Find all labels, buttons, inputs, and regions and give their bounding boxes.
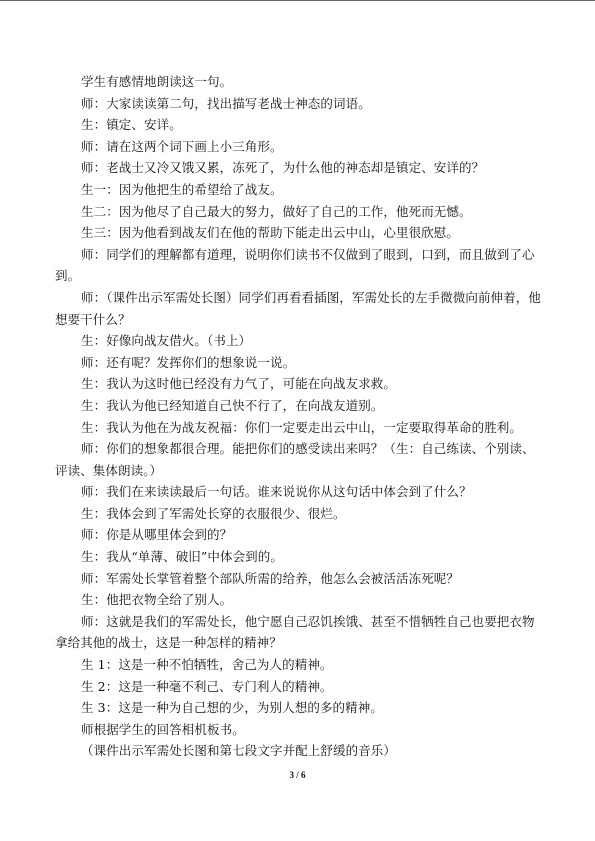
paragraph: 师：你是从哪里体会到的？ <box>81 527 233 543</box>
paragraph: 生 1：这是一种不怕牺牲，舍己为人的精神。 <box>81 657 333 673</box>
paragraph: 师：老战士又冷又饿又累，冻死了，为什么他的神态却是镇定、安详的？ <box>81 160 485 176</box>
paragraph: 师：同学们的理解都有道理，说明你们读书不仅做到了眼到，口到，而且做到了心到。 <box>55 246 535 284</box>
paragraph: 学生有感情地朗读这一句。 <box>81 74 233 89</box>
document-body <box>55 71 542 762</box>
paragraph: 生三：因为他看到战友们在他的帮助下能走出云中山，心里很欣慰。 <box>81 225 460 241</box>
paragraph: 生 2：这是一种毫不利己、专门利人的精神。 <box>81 678 333 694</box>
paragraph: 生 3：这是一种为自己想的少，为别人想的多的精神。 <box>81 700 383 716</box>
paragraph: 生：我从“单薄、破旧”中体会到的。 <box>81 549 283 565</box>
paragraph: 生二：因为他尽了自己最大的努力，做好了自己的工作，他死而无憾。 <box>81 203 472 219</box>
paragraph: （课件出示军需处长图和第七段文字并配上舒缓的音乐） <box>81 743 397 759</box>
page-number: 3 / 6 <box>289 770 306 780</box>
paragraph: 师：军需处长掌管着整个部队所需的给养，他怎么会被活活冻死呢？ <box>81 570 460 586</box>
paragraph: 生：镇定、安详。 <box>81 117 182 133</box>
paragraph: 师：请在这两个词下画上小三角形。 <box>81 138 283 154</box>
header-rule <box>0 0 595 1</box>
paragraph: 生一：因为他把生的希望给了战友。 <box>81 181 283 197</box>
paragraph: 师：我们在来读读最后一句话。谁来说说你从这句话中体会到了什么？ <box>81 484 472 500</box>
paragraph: 生：好像向战友借火。（书上） <box>81 333 252 349</box>
paragraph: 师：这就是我们的军需处长，他宁愿自己忍饥挨饿、甚至不惜牺牲自己也要把衣物拿给其他的战士，这是一种怎样的精神？ <box>55 613 535 651</box>
paragraph: 师根据学生的回答相机板书。 <box>81 721 245 737</box>
paragraph: 生：我认为这时他已经没有力气了，可能在向战友求救。 <box>81 376 397 392</box>
paragraph: 师：你们的想象都很合理。能把你们的感受读出来吗？（生：自己练读、个别读、评读、集体朗读。） <box>55 441 535 478</box>
paragraph: 生：他把衣物全给了别人。 <box>81 592 233 608</box>
paragraph: 师：（课件出示军需处长图）同学们再看看插图，军需处长的左手微微向前伸着，他想要干什么？ <box>55 289 541 327</box>
paragraph: 生：我认为他已经知道自己快不行了，在向战友道别。 <box>81 397 384 413</box>
paragraph: 师：还有呢？发挥你们的想象说一说。 <box>81 354 296 370</box>
paragraph: 生：我认为他在为战友祝福：你们一定要走出云中山，一定要取得革命的胜利。 <box>81 419 523 435</box>
paragraph: 生：我体会到了军需处长穿的衣服很少、很烂。 <box>81 505 346 521</box>
paragraph: 师：大家读读第二句，找出描写老战士神态的词语。 <box>81 95 371 111</box>
